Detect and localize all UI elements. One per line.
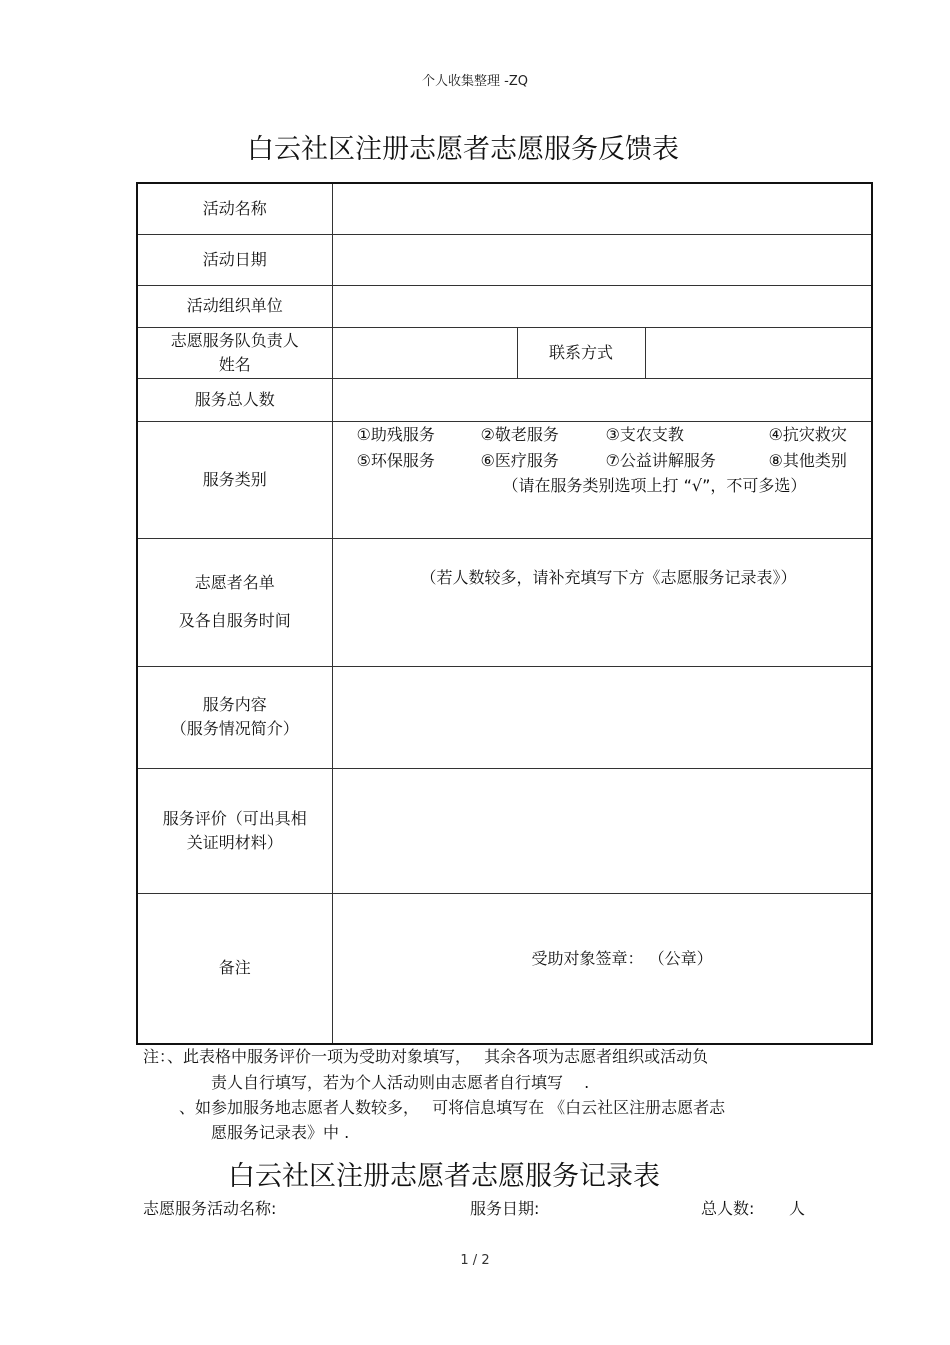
category-option-5[interactable]: ⑤环保服务 xyxy=(356,450,435,470)
category-option-3[interactable]: ③支农支教 xyxy=(605,424,684,444)
organizer-field[interactable] xyxy=(332,285,872,327)
row-activity-date xyxy=(137,234,872,285)
leader-label-line2: 姓名 xyxy=(218,354,251,374)
total-people-field[interactable] xyxy=(332,378,872,421)
row-activity-name xyxy=(137,183,872,234)
note-line-1: 注：、此表格中服务评价一项为受助对象填写， 其余各项为志愿者组织或活动负 xyxy=(143,1047,709,1066)
row-leader xyxy=(137,327,872,378)
record-unit-label: 人 xyxy=(789,1199,806,1218)
category-option-1[interactable]: ①助残服务 xyxy=(356,424,435,444)
activity-name-field[interactable] xyxy=(332,183,872,234)
remarks-field[interactable] xyxy=(332,893,872,1044)
contact-field[interactable] xyxy=(645,327,872,378)
activity-date-field[interactable] xyxy=(332,234,872,285)
evaluation-label xyxy=(137,768,332,893)
row-organizer xyxy=(137,285,872,327)
row-volunteer-list xyxy=(137,538,872,666)
signature-label: 受助对象签章： （公章） xyxy=(531,948,713,968)
category-label: 服务类别 xyxy=(137,421,332,538)
volunteer-list-field[interactable] xyxy=(332,538,872,666)
leader-label xyxy=(137,327,332,378)
record-activity-name-label: 志愿服务活动名称: xyxy=(143,1199,277,1218)
row-remarks xyxy=(137,893,872,1044)
record-total-label: 总人数: xyxy=(701,1199,755,1218)
total-people-label: 服务总人数 xyxy=(137,378,332,421)
note-line-4: 愿服务记录表》中 . xyxy=(211,1123,350,1142)
header-note: 个人收集整理 -ZQ xyxy=(422,74,528,89)
volunteer-hint: （若人数较多，请补充填写下方《志愿服务记录表》） xyxy=(420,567,797,587)
contact-label: 联系方式 xyxy=(517,327,645,378)
activity-date-label: 活动日期 xyxy=(137,234,332,285)
category-option-2[interactable]: ②敬老服务 xyxy=(480,424,559,444)
page-number: 1 / 2 xyxy=(460,1253,490,1268)
row-category xyxy=(137,421,872,538)
content-label-line1: 服务内容 xyxy=(202,695,267,714)
category-hint: （请在服务类别选项上打 “√”，不可多选） xyxy=(502,475,807,495)
content-label xyxy=(137,666,332,768)
evaluation-field[interactable] xyxy=(332,768,872,893)
row-content xyxy=(137,666,872,768)
leader-name-field[interactable] xyxy=(332,327,517,378)
evaluation-label-line2: 关证明材料） xyxy=(186,832,283,852)
feedback-form-table xyxy=(136,182,873,1045)
category-option-7[interactable]: ⑦公益讲解服务 xyxy=(605,450,716,470)
category-option-8[interactable]: ⑧其他类别 xyxy=(768,450,847,470)
leader-label-line1: 志愿服务队负责人 xyxy=(170,330,299,350)
row-total-people xyxy=(137,378,872,421)
category-option-6[interactable]: ⑥医疗服务 xyxy=(480,450,559,470)
remarks-label: 备注 xyxy=(137,893,332,1044)
row-evaluation xyxy=(137,768,872,893)
activity-name-label: 活动名称 xyxy=(137,183,332,234)
content-label-line2: （服务情况简介） xyxy=(170,719,299,738)
content-field[interactable] xyxy=(332,666,872,768)
note-line-2: 责人自行填写，若为个人活动则由志愿者自行填写 . xyxy=(211,1073,590,1092)
record-title: 白云社区注册志愿者志愿服务记录表 xyxy=(228,1161,660,1192)
volunteer-list-label-line1: 志愿者名单 xyxy=(194,573,275,592)
category-option-4[interactable]: ④抗灾救灾 xyxy=(768,424,847,444)
category-options xyxy=(332,421,872,538)
organizer-label: 活动组织单位 xyxy=(137,285,332,327)
note-line-3: 、如参加服务地志愿者人数较多， 可将信息填写在 《白云社区注册志愿者志 xyxy=(179,1098,726,1117)
volunteer-list-label xyxy=(137,538,332,666)
page-title: 白云社区注册志愿者志愿服务反馈表 xyxy=(247,134,679,165)
evaluation-label-line1: 服务评价（可出具相 xyxy=(162,808,307,828)
volunteer-list-label-line2: 及各自服务时间 xyxy=(178,611,291,630)
record-service-date-label: 服务日期: xyxy=(470,1199,540,1218)
